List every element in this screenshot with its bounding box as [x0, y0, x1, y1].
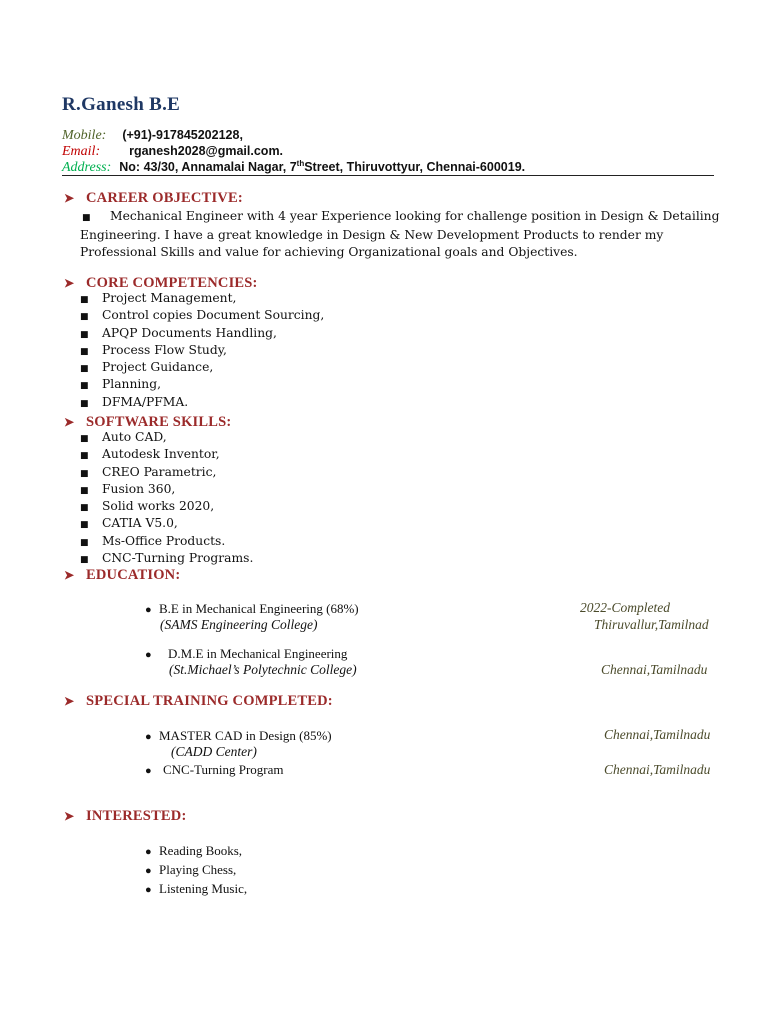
education-status: 2022-Completed	[580, 600, 670, 615]
career-objective-text	[80, 208, 740, 260]
list-item	[80, 551, 253, 568]
square-bullet-icon: ■	[80, 398, 89, 409]
school-name: (St.Michael’s Polytechnic College)	[169, 662, 357, 677]
email-value: rganesh2028@gmail.com.	[129, 144, 284, 158]
square-bullet-icon: ■	[80, 346, 89, 357]
core-competencies-heading	[64, 275, 258, 292]
square-bullet-icon: ■	[80, 434, 89, 444]
training-center: (CADD Center)	[171, 744, 257, 759]
list-item	[80, 447, 253, 464]
arrow-bullet-icon: ➤	[64, 276, 75, 290]
arrow-bullet-icon: ➤	[64, 809, 75, 823]
address-label: Address:	[62, 160, 112, 175]
education-entry-1	[145, 601, 359, 617]
list-item	[80, 516, 253, 533]
round-bullet-icon: ●	[145, 884, 152, 896]
mobile-label: Mobile:	[62, 128, 107, 143]
core-competencies-list	[80, 291, 324, 412]
list-item-text: Solid works 2020,	[102, 499, 215, 514]
list-item-text: Ms-Office Products.	[102, 533, 226, 548]
address-superscript: th	[296, 158, 305, 168]
address-value	[119, 160, 525, 174]
list-item	[80, 395, 324, 412]
list-item	[145, 861, 247, 880]
square-bullet-icon: ■	[80, 364, 89, 375]
software-skills-list	[80, 430, 253, 568]
education-heading-text: EDUCATION:	[86, 567, 181, 583]
list-item-text: Project Management,	[102, 291, 237, 305]
list-item-text: Listening Music,	[159, 881, 248, 896]
round-bullet-icon: ●	[145, 604, 152, 616]
list-item-text: DFMA/PFMA.	[102, 394, 189, 409]
square-bullet-icon: ■	[80, 537, 89, 548]
square-bullet-icon: ■	[80, 520, 89, 531]
list-item-text: Autodesk Inventor,	[102, 447, 220, 462]
degree-text: D.M.E in Mechanical Engineering	[168, 646, 348, 661]
square-bullet-icon: ■	[80, 295, 89, 305]
list-item-text: CATIA V5.0,	[102, 516, 178, 531]
training-location: Chennai,Tamilnadu	[604, 727, 711, 742]
list-item	[80, 377, 324, 394]
mobile-value: (+91)-917845202128,	[122, 128, 243, 142]
training-location: Chennai,Tamilnadu	[604, 762, 711, 777]
list-item-text: Project Guidance,	[102, 360, 214, 375]
special-training-heading	[64, 693, 333, 710]
candidate-name: R.Ganesh B.E	[62, 94, 181, 115]
square-bullet-icon: ■	[80, 381, 89, 392]
square-bullet-icon: ■	[80, 555, 89, 566]
education-entry-2	[145, 646, 347, 662]
list-item-text: Control copies Document Sourcing,	[102, 308, 325, 323]
list-item-text: Planning,	[102, 377, 162, 392]
list-item-text: Auto CAD,	[102, 430, 167, 444]
interested-heading-text: INTERESTED:	[86, 808, 187, 824]
software-skills-heading	[64, 414, 231, 431]
training-entry-1	[145, 728, 332, 744]
square-bullet-icon: ■	[80, 468, 89, 479]
round-bullet-icon: ●	[145, 765, 152, 777]
square-bullet-icon: ■	[80, 329, 89, 340]
square-bullet-icon: ■	[80, 503, 89, 514]
round-bullet-icon: ●	[145, 865, 152, 877]
career-objective-heading	[64, 190, 243, 207]
list-item-text: Playing Chess,	[159, 862, 237, 877]
list-item-text: Process Flow Study,	[102, 342, 227, 357]
school-name: (SAMS Engineering College)	[160, 617, 318, 632]
career-heading-text: CAREER OBJECTIVE:	[86, 190, 243, 206]
course-text: MASTER CAD in Design (85%)	[159, 728, 332, 743]
list-item	[80, 343, 324, 360]
list-item	[80, 360, 324, 377]
interests-list	[145, 842, 247, 899]
email-label: Email:	[62, 144, 101, 159]
list-item	[80, 465, 253, 482]
address-part-2: Street, Thiruvottyur, Chennai-600019.	[304, 160, 526, 174]
square-bullet-icon: ■	[80, 312, 89, 323]
list-item	[80, 291, 324, 308]
training-heading-text: SPECIAL TRAINING COMPLETED:	[86, 693, 333, 709]
address-row	[62, 158, 525, 176]
header-divider	[62, 175, 714, 176]
list-item	[145, 842, 247, 861]
list-item	[80, 326, 324, 343]
address-part-1: No: 43/30, Annamalai Nagar, 7	[119, 160, 297, 174]
list-item-text: Fusion 360,	[102, 481, 176, 496]
square-bullet-icon: ■	[82, 213, 91, 223]
square-bullet-icon: ■	[80, 451, 89, 462]
education-heading	[64, 567, 180, 584]
list-item	[80, 482, 253, 499]
round-bullet-icon: ●	[145, 649, 152, 661]
arrow-bullet-icon: ➤	[64, 415, 75, 429]
list-item-text: CNC-Turning Programs.	[102, 551, 254, 566]
list-item-text: CREO Parametric,	[102, 464, 217, 479]
list-item	[80, 534, 253, 551]
list-item	[145, 880, 247, 899]
software-heading-text: SOFTWARE SKILLS:	[86, 414, 232, 430]
list-item	[80, 308, 324, 325]
school-location: Thiruvallur,Tamilnad	[594, 617, 709, 632]
school-location: Chennai,Tamilnadu	[601, 662, 708, 677]
round-bullet-icon: ●	[145, 846, 152, 858]
list-item-text: APQP Documents Handling,	[102, 325, 277, 340]
interested-heading	[64, 808, 187, 825]
training-entry-2	[145, 762, 284, 778]
course-text: CNC-Turning Program	[163, 762, 284, 777]
square-bullet-icon: ■	[80, 485, 89, 496]
list-item	[80, 430, 253, 447]
round-bullet-icon: ●	[145, 731, 152, 743]
arrow-bullet-icon: ➤	[64, 191, 75, 205]
list-item	[80, 499, 253, 516]
career-text: Mechanical Engineer with 4 year Experience looking for challenge position in Design & Detailing Engineering. I have a great knowledge in Design & New Development Products to render my Professional Skills and value for achieving Organizational goals and Objectives.	[80, 209, 720, 259]
core-heading-text: CORE COMPETENCIES:	[86, 275, 258, 291]
list-item-text: Reading Books,	[159, 843, 243, 858]
arrow-bullet-icon: ➤	[64, 568, 75, 582]
degree-text: B.E in Mechanical Engineering (68%)	[159, 601, 359, 616]
arrow-bullet-icon: ➤	[64, 694, 75, 708]
